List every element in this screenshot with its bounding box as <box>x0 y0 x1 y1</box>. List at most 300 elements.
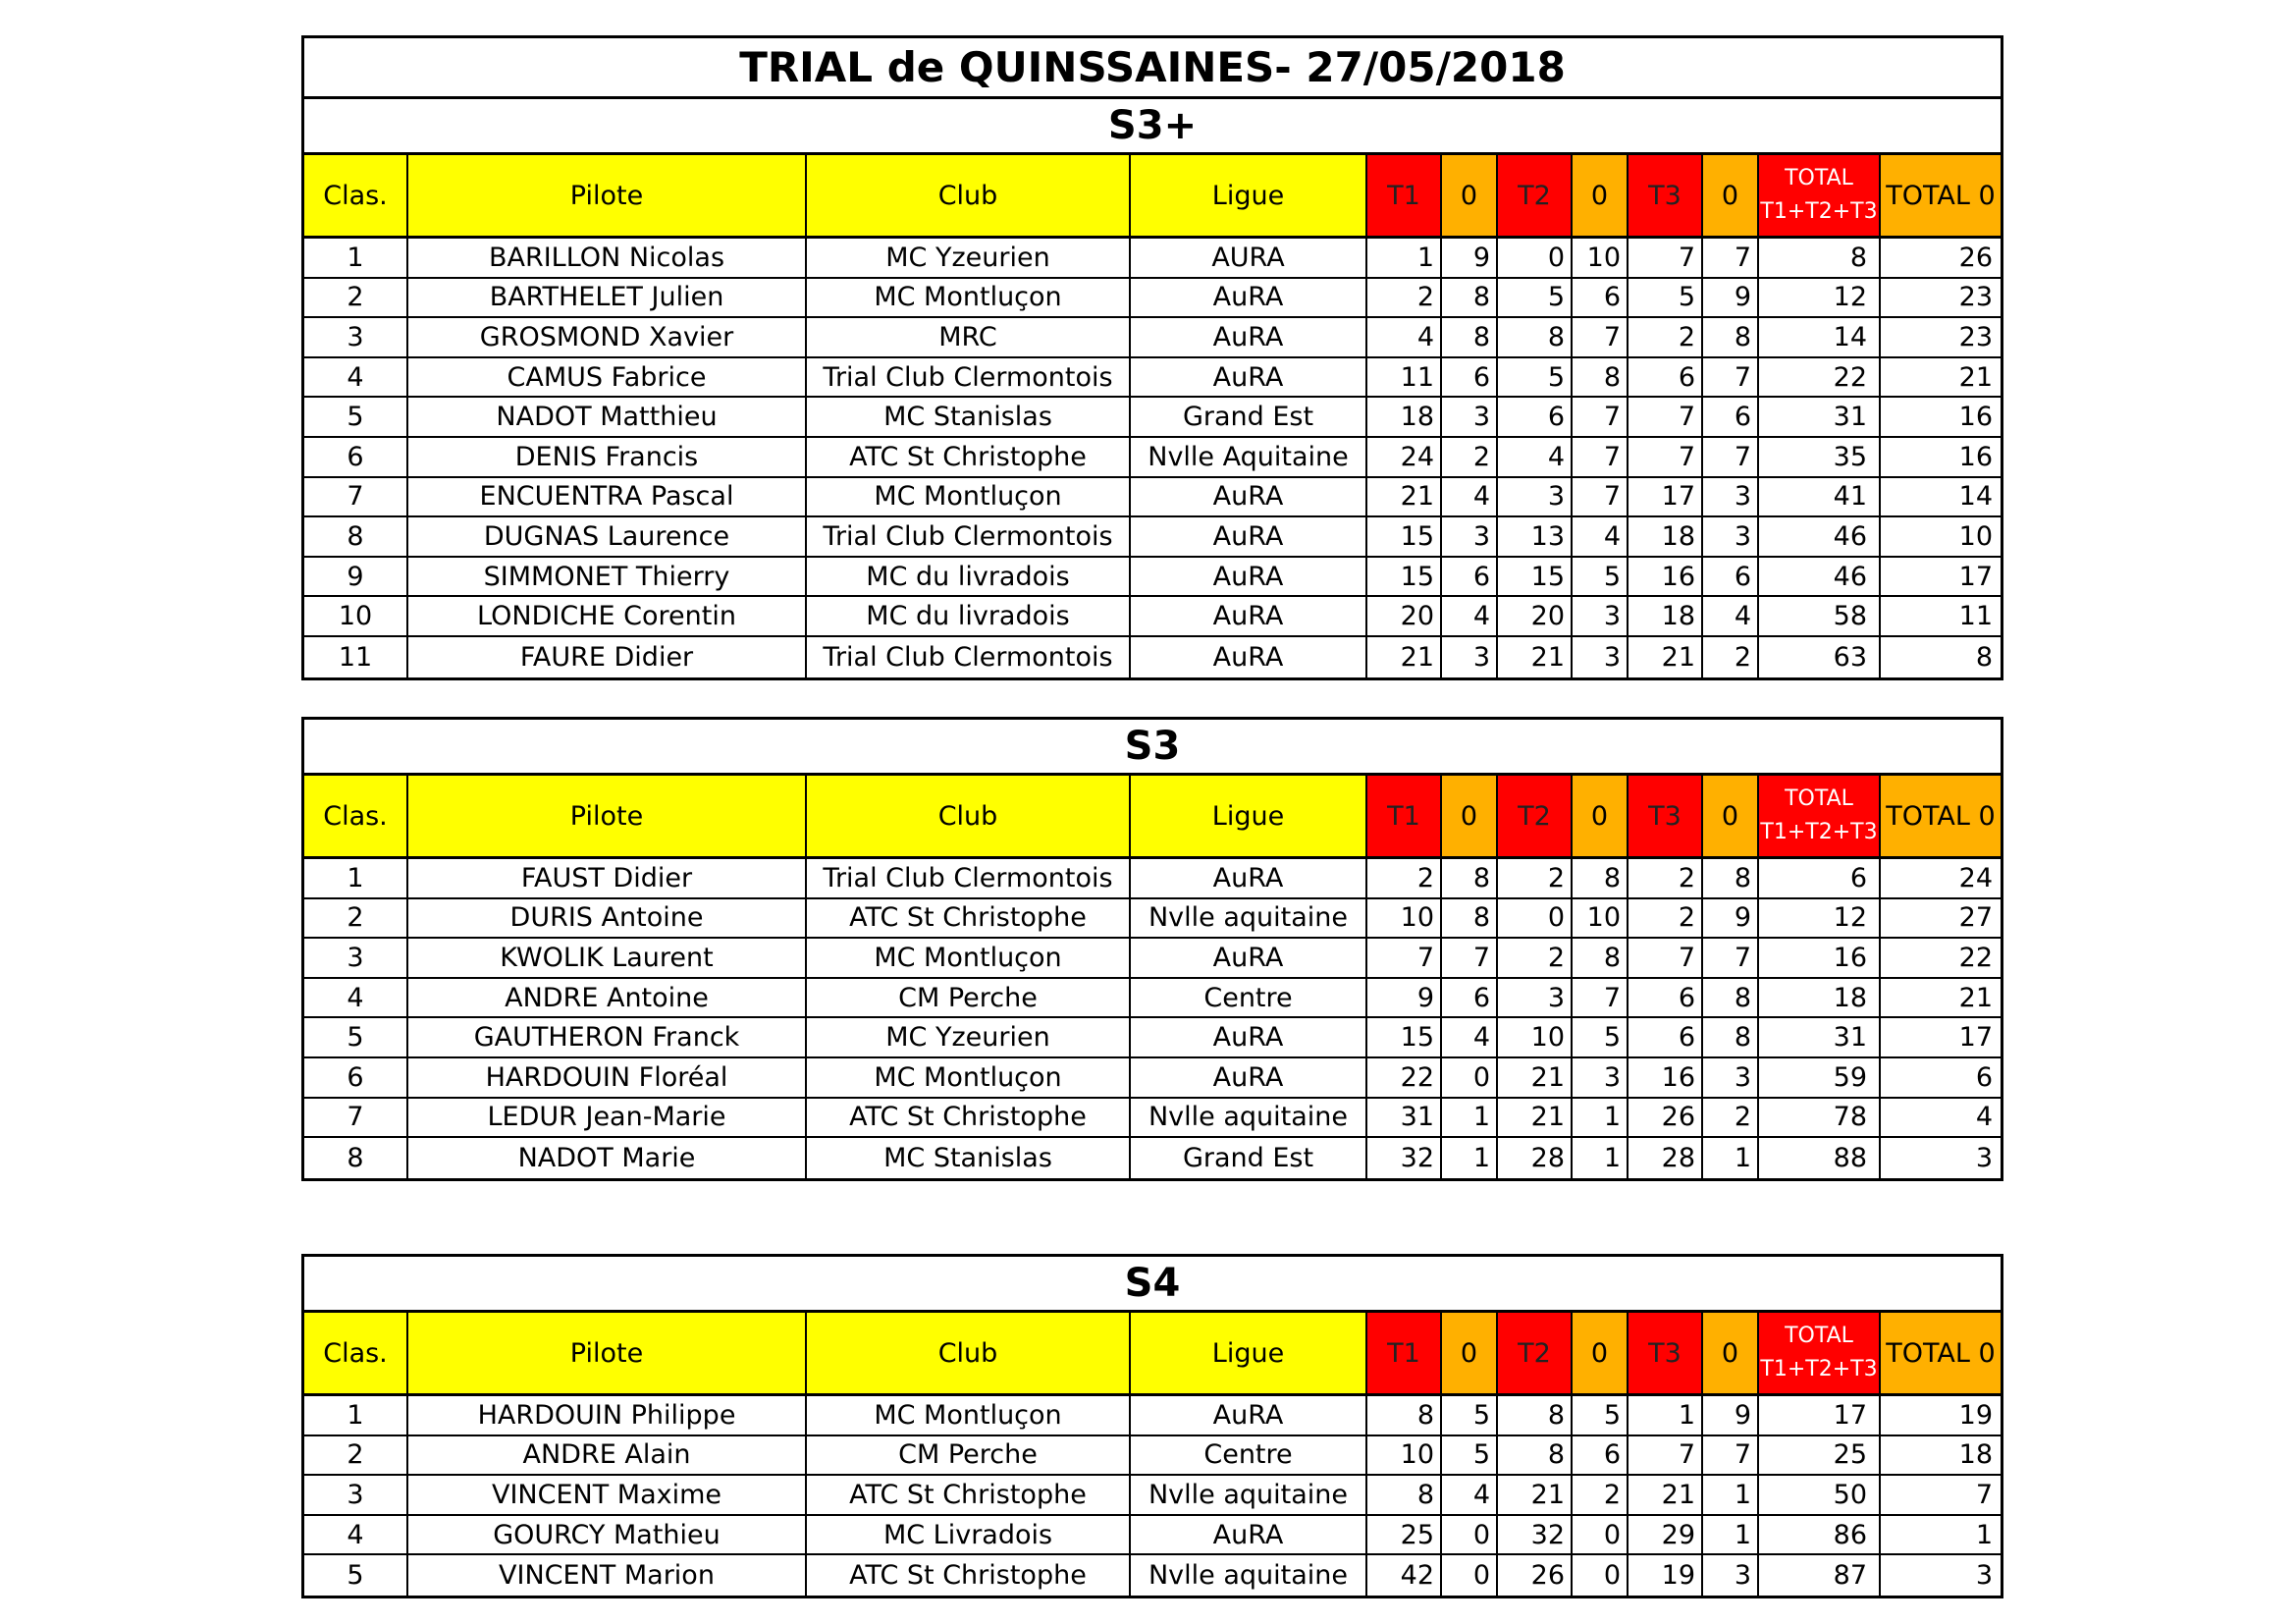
cell-z1: 6 <box>1442 558 1498 596</box>
cell-t2: 26 <box>1498 1555 1573 1596</box>
cell-ligue: AURA <box>1131 239 1367 277</box>
cell-z3: 2 <box>1703 1099 1759 1137</box>
cell-total0: 14 <box>1958 481 1993 513</box>
cell-pilote: FAURE Didier <box>408 637 807 677</box>
col-club-header: Club <box>807 155 1131 236</box>
col-t1-header: T1 <box>1367 155 1442 236</box>
results-table-s3 <box>301 717 2003 1181</box>
cell-ligue: Centre <box>1131 1436 1367 1475</box>
cell-clas: 5 <box>304 1555 408 1596</box>
cell-z1: 5 <box>1442 1436 1498 1475</box>
cell-t1: 2 <box>1367 279 1442 317</box>
cell-club: MC Montluçon <box>807 939 1131 977</box>
col-clas-header: Clas. <box>304 1313 408 1393</box>
cell-clas: 8 <box>304 1138 408 1178</box>
cell-z3: 9 <box>1703 899 1759 938</box>
cell-club: Trial Club Clermontois <box>807 859 1131 897</box>
cell-z1: 4 <box>1442 597 1498 635</box>
cell-t3: 5 <box>1629 279 1703 317</box>
col-clas-header: Clas. <box>304 776 408 856</box>
cell-z3: 1 <box>1703 1476 1759 1514</box>
cell-club: ATC St Christophe <box>807 899 1131 938</box>
col-z2-header: 0 <box>1573 155 1629 236</box>
table-row <box>304 358 2001 399</box>
cell-pilote: BARILLON Nicolas <box>408 239 807 277</box>
cell-clas: 7 <box>304 478 408 516</box>
cell-t2: 21 <box>1498 637 1573 677</box>
cell-z1: 0 <box>1442 1058 1498 1097</box>
cell-clas: 1 <box>304 1396 408 1435</box>
cell-total0: 27 <box>1958 902 1993 934</box>
cell-z2: 8 <box>1573 859 1629 897</box>
col-z2-header: 0 <box>1573 1313 1629 1393</box>
cell-clas: 4 <box>304 358 408 397</box>
cell-total: 17 <box>1759 1396 1881 1435</box>
cell-ligue: AuRA <box>1131 597 1367 635</box>
cell-total: 18 <box>1759 979 1881 1017</box>
cell-club: MC Montluçon <box>807 478 1131 516</box>
table-row <box>304 1555 2001 1596</box>
cell-total: 35 <box>1759 438 1881 476</box>
cell-t2: 5 <box>1498 358 1573 397</box>
cell-t1: 32 <box>1367 1138 1442 1178</box>
cell-t1: 15 <box>1367 517 1442 556</box>
cell-z1: 6 <box>1442 979 1498 1017</box>
cell-z1: 4 <box>1442 1018 1498 1056</box>
cell-total: 41 <box>1759 478 1881 516</box>
cell-pilote: NADOT Marie <box>408 1138 807 1178</box>
cell-ligue: AuRA <box>1131 1396 1367 1435</box>
table-body <box>304 239 2001 677</box>
cell-club: MC Montluçon <box>807 1396 1131 1435</box>
cell-pilote: GOURCY Mathieu <box>408 1516 807 1554</box>
cell-z2: 4 <box>1573 517 1629 556</box>
cell-z3: 6 <box>1703 398 1759 436</box>
col-z3-header: 0 <box>1703 776 1759 856</box>
table-row <box>304 279 2001 319</box>
cell-t1: 15 <box>1367 558 1442 596</box>
cell-t2: 0 <box>1498 239 1573 277</box>
cell-pilote: DENIS Francis <box>408 438 807 476</box>
cell-t1: 7 <box>1367 939 1442 977</box>
col-club-header: Club <box>807 776 1131 856</box>
col-total-header <box>1759 155 1881 236</box>
cell-total0: 17 <box>1958 561 1993 592</box>
cell-total0: 4 <box>1975 1102 1993 1133</box>
cell-club: ATC St Christophe <box>807 1476 1131 1514</box>
cell-pilote: ENCUENTRA Pascal <box>408 478 807 516</box>
col-t1-header: T1 <box>1367 776 1442 856</box>
header-row <box>304 776 2001 859</box>
table-body <box>304 859 2001 1178</box>
col-z1-header: 0 <box>1442 155 1498 236</box>
cell-total: 31 <box>1759 1018 1881 1056</box>
cell-pilote: GAUTHERON Franck <box>408 1018 807 1056</box>
cell-clas: 11 <box>304 637 408 677</box>
cell-z3: 7 <box>1703 939 1759 977</box>
cell-t3: 18 <box>1629 597 1703 635</box>
cell-t1: 9 <box>1367 979 1442 1017</box>
cell-clas: 3 <box>304 1476 408 1514</box>
cell-t1: 1 <box>1367 239 1442 277</box>
cell-z3: 7 <box>1703 358 1759 397</box>
cell-t3: 1 <box>1629 1396 1703 1435</box>
cell-t2: 32 <box>1498 1516 1573 1554</box>
cell-pilote: ANDRE Alain <box>408 1436 807 1475</box>
cell-ligue: AuRA <box>1131 279 1367 317</box>
cell-t1: 2 <box>1367 859 1442 897</box>
cell-total0: 1 <box>1975 1519 1993 1550</box>
table-row <box>304 597 2001 637</box>
cell-z1: 5 <box>1442 1396 1498 1435</box>
col-ligue-header: Ligue <box>1131 1313 1367 1393</box>
cell-t3: 7 <box>1629 1436 1703 1475</box>
table-row <box>304 859 2001 899</box>
cell-clas: 4 <box>304 1516 408 1554</box>
cell-club: MC Montluçon <box>807 1058 1131 1097</box>
total-header-line1: TOTAL <box>1785 1324 1853 1348</box>
cell-ligue: AuRA <box>1131 1058 1367 1097</box>
cell-t2: 3 <box>1498 979 1573 1017</box>
col-total0-header: TOTAL 0 <box>1881 776 2001 856</box>
table-row <box>304 239 2001 279</box>
cell-club: MC Yzeurien <box>807 239 1131 277</box>
cell-t2: 21 <box>1498 1058 1573 1097</box>
cell-pilote: VINCENT Marion <box>408 1555 807 1596</box>
table-row <box>304 979 2001 1019</box>
cell-club: MC Stanislas <box>807 398 1131 436</box>
cell-z1: 8 <box>1442 279 1498 317</box>
cell-t2: 8 <box>1498 1436 1573 1475</box>
table-body <box>304 1396 2001 1596</box>
table-row <box>304 1138 2001 1178</box>
cell-total0: 18 <box>1958 1439 1993 1471</box>
cell-z2: 3 <box>1573 1058 1629 1097</box>
cell-total: 46 <box>1759 517 1881 556</box>
cell-z1: 6 <box>1442 358 1498 397</box>
cell-ligue: Nvlle aquitaine <box>1131 1555 1367 1596</box>
section-title: S3+ <box>304 99 2001 155</box>
table-row <box>304 637 2001 677</box>
cell-ligue: AuRA <box>1131 517 1367 556</box>
cell-club: MC Montluçon <box>807 279 1131 317</box>
cell-club: ATC St Christophe <box>807 1555 1131 1596</box>
cell-total0: 10 <box>1958 520 1993 552</box>
cell-z2: 7 <box>1573 398 1629 436</box>
cell-z2: 8 <box>1573 939 1629 977</box>
cell-clas: 6 <box>304 1058 408 1097</box>
cell-t1: 21 <box>1367 478 1442 516</box>
cell-club: MC Livradois <box>807 1516 1131 1554</box>
total-header-line1: TOTAL <box>1785 166 1853 190</box>
col-t3-header: T3 <box>1629 776 1703 856</box>
total-header-line2: T1+T2+T3 <box>1760 1357 1878 1381</box>
cell-clas: 10 <box>304 597 408 635</box>
cell-z2: 5 <box>1573 558 1629 596</box>
cell-z3: 8 <box>1703 1018 1759 1056</box>
cell-z1: 0 <box>1442 1516 1498 1554</box>
cell-pilote: FAUST Didier <box>408 859 807 897</box>
cell-t3: 16 <box>1629 1058 1703 1097</box>
cell-z3: 3 <box>1703 517 1759 556</box>
cell-z3: 3 <box>1703 1555 1759 1596</box>
col-pilote-header: Pilote <box>408 776 807 856</box>
cell-club: MRC <box>807 318 1131 356</box>
cell-t1: 24 <box>1367 438 1442 476</box>
cell-z3: 7 <box>1703 438 1759 476</box>
table-row <box>304 1476 2001 1516</box>
cell-total: 59 <box>1759 1058 1881 1097</box>
cell-ligue: AuRA <box>1131 939 1367 977</box>
cell-t1: 31 <box>1367 1099 1442 1137</box>
col-z1-header: 0 <box>1442 776 1498 856</box>
cell-t2: 4 <box>1498 438 1573 476</box>
cell-z3: 8 <box>1703 318 1759 356</box>
cell-z3: 2 <box>1703 637 1759 677</box>
cell-total: 6 <box>1759 859 1881 897</box>
cell-pilote: SIMMONET Thierry <box>408 558 807 596</box>
cell-total0: 21 <box>1958 361 1993 393</box>
total-header-line2: T1+T2+T3 <box>1760 820 1878 844</box>
cell-z1: 8 <box>1442 318 1498 356</box>
cell-ligue: AuRA <box>1131 1516 1367 1554</box>
cell-ligue: Nvlle aquitaine <box>1131 1099 1367 1137</box>
cell-total: 16 <box>1759 939 1881 977</box>
cell-total: 86 <box>1759 1516 1881 1554</box>
cell-z2: 7 <box>1573 318 1629 356</box>
col-club-header: Club <box>807 1313 1131 1393</box>
cell-ligue: Grand Est <box>1131 398 1367 436</box>
col-z2-header: 0 <box>1573 776 1629 856</box>
cell-t3: 7 <box>1629 939 1703 977</box>
cell-z2: 10 <box>1573 899 1629 938</box>
cell-ligue: AuRA <box>1131 318 1367 356</box>
cell-t1: 22 <box>1367 1058 1442 1097</box>
cell-t2: 28 <box>1498 1138 1573 1178</box>
cell-z3: 3 <box>1703 478 1759 516</box>
cell-z2: 1 <box>1573 1099 1629 1137</box>
col-pilote-header: Pilote <box>408 155 807 236</box>
cell-total: 8 <box>1759 239 1881 277</box>
table-row <box>304 1516 2001 1556</box>
cell-clas: 5 <box>304 398 408 436</box>
cell-z2: 1 <box>1573 1138 1629 1178</box>
cell-z1: 3 <box>1442 398 1498 436</box>
cell-total: 58 <box>1759 597 1881 635</box>
cell-total: 12 <box>1759 899 1881 938</box>
col-t2-header: T2 <box>1498 776 1573 856</box>
cell-pilote: KWOLIK Laurent <box>408 939 807 977</box>
cell-clas: 7 <box>304 1099 408 1137</box>
cell-clas: 8 <box>304 517 408 556</box>
cell-club: ATC St Christophe <box>807 438 1131 476</box>
col-z1-header: 0 <box>1442 1313 1498 1393</box>
cell-t2: 0 <box>1498 899 1573 938</box>
cell-clas: 2 <box>304 279 408 317</box>
cell-total: 14 <box>1759 318 1881 356</box>
cell-club: Trial Club Clermontois <box>807 517 1131 556</box>
cell-clas: 4 <box>304 979 408 1017</box>
cell-ligue: Nvlle Aquitaine <box>1131 438 1367 476</box>
cell-pilote: LEDUR Jean-Marie <box>408 1099 807 1137</box>
header-row <box>304 1313 2001 1396</box>
cell-clas: 2 <box>304 1436 408 1475</box>
cell-t3: 2 <box>1629 318 1703 356</box>
cell-ligue: Grand Est <box>1131 1138 1367 1178</box>
cell-t3: 7 <box>1629 398 1703 436</box>
col-ligue-header: Ligue <box>1131 776 1367 856</box>
cell-total0: 26 <box>1958 242 1993 273</box>
cell-t2: 2 <box>1498 939 1573 977</box>
cell-clas: 9 <box>304 558 408 596</box>
cell-total: 12 <box>1759 279 1881 317</box>
cell-club: CM Perche <box>807 979 1131 1017</box>
cell-z2: 5 <box>1573 1018 1629 1056</box>
table-row <box>304 517 2001 558</box>
cell-z1: 3 <box>1442 517 1498 556</box>
cell-ligue: AuRA <box>1131 358 1367 397</box>
cell-t3: 7 <box>1629 438 1703 476</box>
cell-t3: 26 <box>1629 1099 1703 1137</box>
cell-ligue: Nvlle aquitaine <box>1131 899 1367 938</box>
cell-z3: 8 <box>1703 859 1759 897</box>
cell-total: 63 <box>1759 637 1881 677</box>
cell-z2: 2 <box>1573 1476 1629 1514</box>
col-pilote-header: Pilote <box>408 1313 807 1393</box>
results-table-s3plus <box>301 35 2003 680</box>
total-header-line2: T1+T2+T3 <box>1760 199 1878 224</box>
cell-t1: 20 <box>1367 597 1442 635</box>
cell-t1: 4 <box>1367 318 1442 356</box>
document-title: TRIAL de QUINSSAINES- 27/05/2018 <box>304 38 2001 99</box>
cell-t3: 6 <box>1629 979 1703 1017</box>
cell-total0: 11 <box>1958 601 1993 632</box>
cell-total0: 16 <box>1958 402 1993 433</box>
col-z3-header: 0 <box>1703 1313 1759 1393</box>
table-row <box>304 939 2001 979</box>
cell-t1: 42 <box>1367 1555 1442 1596</box>
cell-z3: 8 <box>1703 979 1759 1017</box>
cell-clas: 5 <box>304 1018 408 1056</box>
cell-z1: 8 <box>1442 899 1498 938</box>
total-header-line1: TOTAL <box>1785 786 1853 811</box>
cell-ligue: AuRA <box>1131 478 1367 516</box>
table-row <box>304 398 2001 438</box>
cell-z1: 1 <box>1442 1099 1498 1137</box>
section-title: S4 <box>304 1257 2001 1313</box>
cell-t3: 17 <box>1629 478 1703 516</box>
cell-z2: 8 <box>1573 358 1629 397</box>
cell-t1: 25 <box>1367 1516 1442 1554</box>
cell-z2: 6 <box>1573 279 1629 317</box>
cell-z1: 1 <box>1442 1138 1498 1178</box>
cell-pilote: LONDICHE Corentin <box>408 597 807 635</box>
cell-pilote: NADOT Matthieu <box>408 398 807 436</box>
table-row <box>304 318 2001 358</box>
cell-t2: 20 <box>1498 597 1573 635</box>
cell-total: 22 <box>1759 358 1881 397</box>
col-total0-header: TOTAL 0 <box>1881 155 2001 236</box>
cell-pilote: DURIS Antoine <box>408 899 807 938</box>
cell-ligue: AuRA <box>1131 558 1367 596</box>
cell-z3: 6 <box>1703 558 1759 596</box>
cell-t2: 13 <box>1498 517 1573 556</box>
cell-clas: 1 <box>304 859 408 897</box>
cell-club: Trial Club Clermontois <box>807 358 1131 397</box>
cell-t2: 8 <box>1498 318 1573 356</box>
cell-t2: 8 <box>1498 1396 1573 1435</box>
cell-t2: 15 <box>1498 558 1573 596</box>
cell-total: 78 <box>1759 1099 1881 1137</box>
cell-t3: 2 <box>1629 859 1703 897</box>
table-row <box>304 1018 2001 1058</box>
cell-total0: 21 <box>1958 982 1993 1013</box>
cell-z3: 7 <box>1703 239 1759 277</box>
cell-ligue: Nvlle aquitaine <box>1131 1476 1367 1514</box>
cell-pilote: HARDOUIN Floréal <box>408 1058 807 1097</box>
cell-club: MC Stanislas <box>807 1138 1131 1178</box>
table-row <box>304 1099 2001 1139</box>
cell-total0: 17 <box>1958 1022 1993 1054</box>
cell-z3: 1 <box>1703 1138 1759 1178</box>
cell-z2: 7 <box>1573 979 1629 1017</box>
cell-t1: 10 <box>1367 1436 1442 1475</box>
cell-ligue: AuRA <box>1131 1018 1367 1056</box>
cell-t2: 2 <box>1498 859 1573 897</box>
cell-z2: 6 <box>1573 1436 1629 1475</box>
cell-t1: 8 <box>1367 1476 1442 1514</box>
cell-z2: 0 <box>1573 1555 1629 1596</box>
cell-t2: 6 <box>1498 398 1573 436</box>
cell-t2: 21 <box>1498 1476 1573 1514</box>
cell-pilote: HARDOUIN Philippe <box>408 1396 807 1435</box>
cell-total: 25 <box>1759 1436 1881 1475</box>
cell-t3: 21 <box>1629 1476 1703 1514</box>
cell-t2: 21 <box>1498 1099 1573 1137</box>
cell-t3: 21 <box>1629 637 1703 677</box>
table-row <box>304 899 2001 940</box>
cell-z2: 3 <box>1573 637 1629 677</box>
col-total0-header: TOTAL 0 <box>1881 1313 2001 1393</box>
cell-pilote: GROSMOND Xavier <box>408 318 807 356</box>
cell-total: 46 <box>1759 558 1881 596</box>
cell-z2: 7 <box>1573 438 1629 476</box>
cell-total0: 8 <box>1975 641 1993 673</box>
cell-t1: 11 <box>1367 358 1442 397</box>
cell-ligue: AuRA <box>1131 859 1367 897</box>
header-row <box>304 155 2001 239</box>
cell-z1: 7 <box>1442 939 1498 977</box>
table-row <box>304 558 2001 598</box>
cell-t1: 18 <box>1367 398 1442 436</box>
cell-total0: 22 <box>1958 942 1993 973</box>
cell-clas: 6 <box>304 438 408 476</box>
col-t3-header: T3 <box>1629 155 1703 236</box>
cell-z3: 7 <box>1703 1436 1759 1475</box>
cell-z1: 8 <box>1442 859 1498 897</box>
results-table-s4 <box>301 1254 2003 1598</box>
cell-total0: 7 <box>1975 1479 1993 1510</box>
cell-t3: 6 <box>1629 1018 1703 1056</box>
cell-z2: 3 <box>1573 597 1629 635</box>
cell-total0: 19 <box>1958 1399 1993 1431</box>
cell-t3: 28 <box>1629 1138 1703 1178</box>
cell-ligue: AuRA <box>1131 637 1367 677</box>
cell-total: 31 <box>1759 398 1881 436</box>
cell-t1: 15 <box>1367 1018 1442 1056</box>
cell-z2: 10 <box>1573 239 1629 277</box>
cell-z1: 4 <box>1442 478 1498 516</box>
